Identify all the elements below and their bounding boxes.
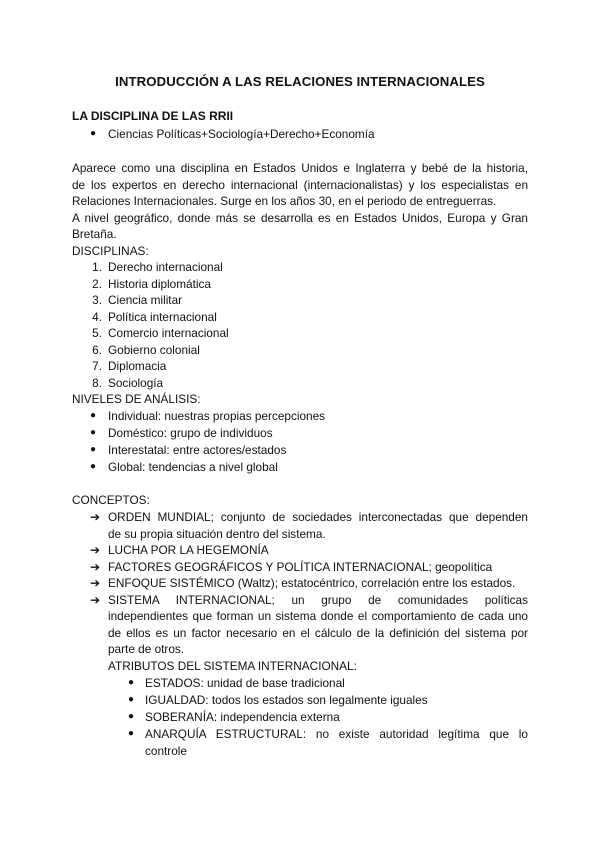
concepto-line: LUCHA POR LA HEGEMONÍA: [108, 543, 269, 557]
list-number: 8.: [92, 375, 102, 390]
list-number: 6.: [92, 342, 102, 357]
nivel-item: Individual: nuestras propias percepciones: [108, 409, 326, 423]
bullet-icon: ●: [90, 128, 97, 139]
nivel-item: Interestatal: entre actores/estados: [108, 443, 287, 457]
list-item: Comercio internacional: [108, 326, 229, 340]
bullet-icon: ●: [128, 711, 135, 722]
conceptos-label: CONCEPTOS:: [72, 493, 150, 507]
atributo-item: ANARQUÍA ESTRUCTURAL: no existe autoridad legítima que lo: [145, 727, 528, 741]
bullet-icon: ●: [90, 461, 97, 472]
bullet-icon: ●: [90, 444, 97, 455]
geo-line: Bretaña.: [72, 227, 117, 241]
nivel-item: Doméstico: grupo de individuos: [108, 426, 273, 440]
concepto-line: ORDEN MUNDIAL; conjunto de sociedades interconectadas que dependen: [108, 510, 528, 524]
disciplinas-label: DISCIPLINAS:: [72, 243, 149, 258]
list-item: Diplomacia: [108, 359, 167, 373]
list-number: 4.: [92, 309, 102, 324]
bullet-icon: ●: [128, 677, 135, 688]
atributos-label: ATRIBUTOS DEL SISTEMA INTERNACIONAL:: [108, 658, 357, 673]
list-item: Ciencia militar: [108, 293, 183, 307]
list-item: Sociología: [108, 375, 164, 390]
concepto-line: FACTORES GEOGRÁFICOS Y POLÍTICA INTERNACIONAL; geopolítica: [108, 559, 493, 574]
nivel-item: Global: tendencias a nivel global: [108, 460, 278, 474]
atributo-item: SOBERANÍA: independencia externa: [145, 710, 340, 724]
list-number: 5.: [92, 326, 102, 340]
list-item: Gobierno colonial: [108, 342, 200, 357]
niveles-label: NIVELES DE ANÁLISIS:: [72, 392, 201, 406]
section-heading: LA DISCIPLINA DE LAS RRII: [72, 109, 234, 123]
arrow-icon: ➔: [90, 510, 101, 524]
atributo-item: ESTADOS: unidad de base tradicional: [145, 676, 345, 690]
bullet-icon: ●: [128, 694, 135, 705]
arrow-icon: ➔: [90, 543, 101, 557]
bullet-icon: ●: [128, 728, 135, 739]
section-bullet-text: Ciencias Políticas+Sociología+Derecho+Economía: [108, 127, 375, 141]
paragraph-line: Aparece como una disciplina en Estados Unidos e Inglaterra y bebé de la historia,: [72, 161, 528, 175]
list-number: 7.: [92, 359, 102, 373]
atributo-item: controle: [145, 743, 187, 758]
list-item: Política internacional: [108, 309, 217, 324]
list-item: Derecho internacional: [108, 260, 223, 274]
arrow-icon: ➔: [90, 576, 101, 590]
concepto-line: ENFOQUE SISTÉMICO (Waltz); estatocéntrico, correlación entre los estados.: [108, 576, 516, 590]
bullet-icon: ●: [90, 427, 97, 438]
concepto-line: SISTEMA INTERNACIONAL; un grupo de comunidades políticas: [108, 592, 528, 607]
concepto-line: parte de otros.: [108, 642, 185, 656]
list-number: 1.: [92, 260, 102, 274]
concepto-line: de su propia situación dentro del sistema.: [108, 526, 326, 541]
geo-line: A nivel geográfico, donde más se desarrolla es en Estados Unidos, Europa y Gran: [72, 210, 528, 225]
list-number: 2.: [92, 276, 102, 291]
page-title: INTRODUCCIÓN A LAS RELACIONES INTERNACIONALES: [115, 74, 485, 89]
atributo-item: IGUALDAD: todos los estados son legalmente iguales: [145, 693, 428, 707]
paragraph-line: Relaciones Internacionales. Surge en los años 30, en el periodo de entreguerras.: [72, 194, 497, 208]
list-item: Historia diplomática: [108, 276, 211, 291]
bullet-icon: ●: [90, 410, 97, 421]
list-number: 3.: [92, 293, 102, 307]
arrow-icon: ➔: [90, 592, 101, 607]
concepto-line: de ellos es un factor necesario en el cálculo de la definición del sistema por: [108, 625, 528, 640]
paragraph-line: de los expertos en derecho internacional (internacionalistas) y los especialistas en: [72, 177, 528, 192]
arrow-icon: ➔: [90, 559, 101, 574]
concepto-line: independientes que forman un sistema donde el comportamiento de cada uno: [108, 609, 528, 623]
